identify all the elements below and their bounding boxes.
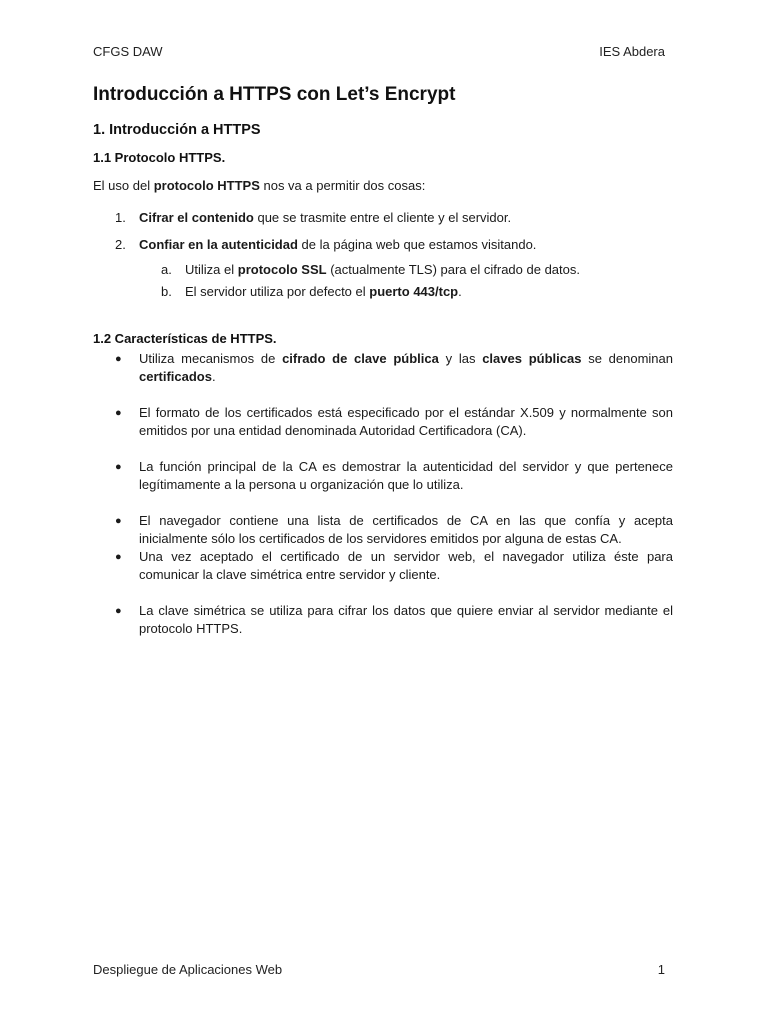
bullet-list bbox=[93, 350, 673, 638]
page-footer bbox=[93, 962, 665, 977]
footer-subject: Despliegue de Aplicaciones Web bbox=[93, 962, 283, 977]
section-1-heading: 1. Introducción a HTTPS bbox=[93, 122, 261, 138]
list-item: ● La función principal de la CA es demostrar la autenticidad del servidor y que pertenece legítimamente a la persona u organización que lo utiliza. bbox=[93, 458, 673, 494]
bullet-icon: ● bbox=[115, 605, 122, 617]
bullet-icon: ● bbox=[115, 353, 122, 365]
document-body bbox=[93, 84, 673, 656]
section-1-2-heading: 1.2 Características de HTTPS. bbox=[93, 331, 277, 346]
document-title: Introducción a HTTPS con Let’s Encrypt bbox=[93, 84, 456, 105]
lettered-sublist bbox=[93, 261, 673, 301]
list-item: 1. Cifrar el contenido que se trasmite entre el cliente y el servidor. bbox=[115, 210, 512, 225]
bullet-icon: ● bbox=[115, 515, 122, 527]
bullet-icon: ● bbox=[115, 407, 122, 419]
section-1-2 bbox=[93, 331, 673, 638]
section-1-1-intro: El uso del protocolo HTTPS nos va a permitir dos cosas: bbox=[93, 178, 426, 193]
page-number: 1 bbox=[657, 962, 665, 977]
list-item: ● El formato de los certificados está especificado por el estándar X.509 y normalmente son emitidos por una entidad denominada Autoridad Certificadora (CA). bbox=[93, 404, 673, 440]
section-1-1-heading: 1.1 Protocolo HTTPS. bbox=[93, 150, 226, 165]
list-item: 2. Confiar en la autenticidad de la página web que estamos visitando. bbox=[115, 237, 537, 252]
numbered-list bbox=[93, 209, 673, 254]
list-item: b. El servidor utiliza por defecto el puerto 443/tcp. bbox=[161, 284, 462, 299]
list-item: ● Una vez aceptado el certificado de un servidor web, el navegador utiliza éste para comunicar la clave simétrica entre servidor y cliente. bbox=[93, 548, 673, 584]
bullet-icon: ● bbox=[115, 461, 122, 473]
list-item: ● La clave simétrica se utiliza para cifrar los datos que quiere enviar al servidor mediante el protocolo HTTPS. bbox=[93, 602, 673, 638]
list-item: ● Utiliza mecanismos de cifrado de clave pública y las claves públicas se denominan certificados. bbox=[93, 350, 673, 386]
list-item: ● El navegador contiene una lista de certificados de CA en las que confía y acepta inicialmente sólo los certificados de los servidores emitidos por alguna de estas CA. bbox=[93, 512, 673, 548]
list-item: a. Utiliza el protocolo SSL (actualmente TLS) para el cifrado de datos. bbox=[161, 262, 580, 277]
page-header bbox=[93, 44, 665, 59]
header-school: IES Abdera bbox=[599, 44, 665, 59]
bullet-icon: ● bbox=[115, 551, 122, 563]
header-course: CFGS DAW bbox=[93, 44, 163, 59]
